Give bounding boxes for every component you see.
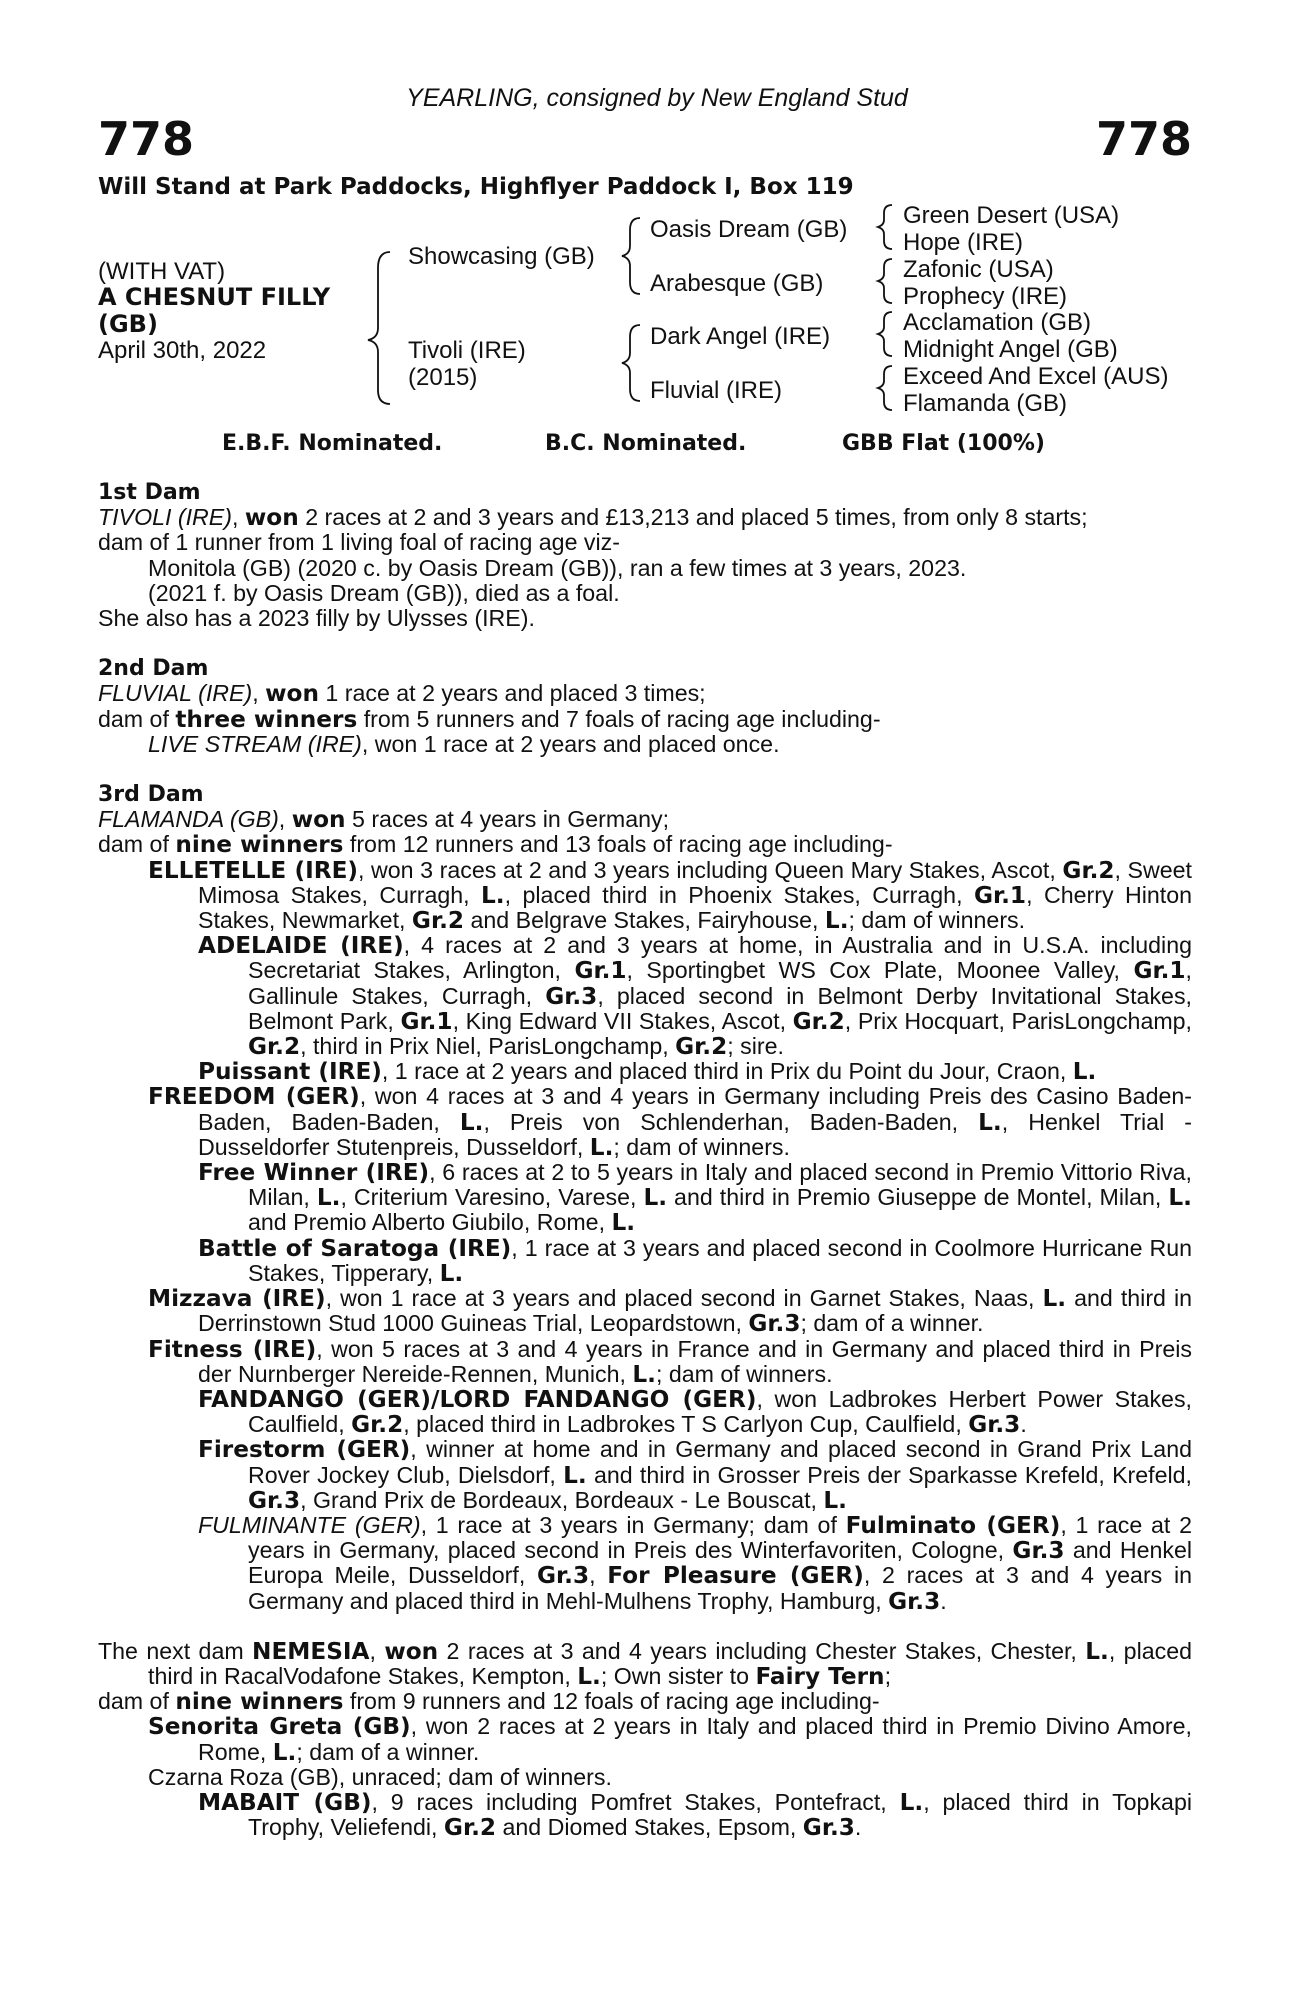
text-run: 2 races at 3 and 4 years including Chester Stakes, Chester, xyxy=(438,1637,1086,1664)
horse-name: A CHESNUT FILLY xyxy=(98,283,331,311)
vat-label: (WITH VAT) xyxy=(98,258,226,285)
progeny-mabait xyxy=(98,1790,1192,1840)
horse-origin: (GB) xyxy=(98,310,158,338)
text-run: , Criterium Varesino, Varese, xyxy=(340,1184,644,1211)
first-dam-heading: 1st Dam xyxy=(98,480,201,505)
text-run: , won 1 race at 2 years and placed once. xyxy=(361,730,780,757)
text-run: ; xyxy=(884,1662,892,1689)
grade-label: Gr.3 xyxy=(802,1814,855,1842)
text-run: . xyxy=(940,1587,947,1614)
text-run: , placed second in Belmont Derby Invitational Stakes, Belmont Park, xyxy=(248,982,1192,1034)
first-dam-line-4: (2021 f. by Oasis Dream (GB)), died as a foal. xyxy=(148,579,620,606)
text-run: dam of xyxy=(98,831,176,858)
progeny-name: FULMINANTE (GER) xyxy=(198,1511,421,1538)
grade-label: Gr.2 xyxy=(443,1814,497,1842)
brace-g3 xyxy=(878,312,892,356)
text-run: ; dam of winners. xyxy=(655,1360,833,1387)
text-run: , winner at home and in Germany and placed second in Grand Prix Land Rover Jockey Club, Dielsdorf, xyxy=(248,1436,1192,1488)
progeny-czarna-roza: Czarna Roza (GB), unraced; dam of winners. xyxy=(148,1763,612,1790)
text-run: , 6 races at 2 to 5 years in Italy and placed second in Premio Vittorio Riva, Milan, xyxy=(248,1159,1193,1211)
pedigree-great-8: Flamanda (GB) xyxy=(903,390,1068,417)
grade-label: L. xyxy=(1168,1184,1192,1212)
consignor-subtitle: YEARLING, consigned by New England Stud xyxy=(406,84,908,112)
text-run: from 9 runners and 12 foals of racing age including- xyxy=(343,1688,880,1715)
text-run: , placed third in Phoenix Stakes, Curragh, xyxy=(504,881,974,908)
first-dam-line-3: Monitola (GB) (2020 c. by Oasis Dream (GB)), ran a few times at 3 years, 2023. xyxy=(148,554,967,581)
text-run: from 5 runners and 7 foals of racing age including- xyxy=(357,705,881,732)
progeny-freedom xyxy=(98,1084,1192,1160)
text-run: , won 1 race at 3 years and placed second in Garnet Stakes, Naas, xyxy=(325,1285,1043,1312)
won-label: won xyxy=(291,806,346,834)
text-run: and third in Premio Giuseppe de Montel, Milan, xyxy=(667,1184,1169,1211)
third-dam-line-1: FLAMANDA (GB), won 5 races at 4 years in Germany; xyxy=(98,806,670,834)
text-run: . xyxy=(1020,1411,1027,1438)
catalogue-text xyxy=(98,480,1192,1840)
text-run: from 12 runners and 13 foals of racing age including- xyxy=(343,831,893,858)
brace-main xyxy=(368,252,390,404)
progeny-puissant xyxy=(98,1059,1192,1084)
grade-label: L. xyxy=(1085,1637,1109,1665)
pedigree-granddam-1: Arabesque (GB) xyxy=(650,270,824,297)
text-run: and Henkel Europa Meile, Dusseldorf, xyxy=(248,1537,1193,1589)
text-run: ; dam of winners. xyxy=(613,1133,790,1160)
ebf-nomination: E.B.F. Nominated. xyxy=(222,431,443,456)
progeny-senorita-greta xyxy=(98,1714,1192,1764)
winner-count: three winners xyxy=(175,705,358,733)
pedigree-dam-year: (2015) xyxy=(408,364,478,391)
brace-dam xyxy=(622,325,640,401)
won-label: won xyxy=(244,504,299,532)
text-run: The next dam xyxy=(98,1637,253,1664)
won-label: won xyxy=(265,680,319,708)
progeny-name: Free Winner (IRE) xyxy=(198,1159,430,1187)
progeny-free-winner xyxy=(98,1160,1192,1236)
grade-label: Gr.2 xyxy=(351,1411,404,1439)
brace-g2 xyxy=(878,259,892,303)
second-dam-line-1: FLUVIAL (IRE), won 1 race at 2 years and placed 3 times; xyxy=(98,680,706,708)
second-dam-name: FLUVIAL (IRE) xyxy=(98,680,253,707)
text-run: dam of xyxy=(98,1688,176,1715)
grade-label: Gr.3 xyxy=(748,1310,801,1338)
stand-location: Will Stand at Park Paddocks, Highflyer Paddock I, Box 119 xyxy=(98,174,854,200)
grade-label: L. xyxy=(978,1108,1002,1136)
text-run: , Sweet Mimosa Stakes, Curragh, xyxy=(198,856,1192,908)
grade-label: Gr.3 xyxy=(545,982,598,1010)
first-dam-line-2: dam of 1 runner from 1 living foal of racing age viz- xyxy=(98,529,620,556)
winner-count: nine winners xyxy=(175,1688,344,1716)
grade-label: L. xyxy=(611,1209,636,1237)
text-run: and Premio Alberto Giubilo, Rome, xyxy=(248,1209,612,1236)
progeny-name: MABAIT (GB) xyxy=(198,1788,372,1816)
text-run: , xyxy=(369,1637,385,1664)
grade-label: L. xyxy=(632,1360,656,1388)
pedigree-dam: Tivoli (IRE) xyxy=(408,337,526,364)
text-run: , 2 races at 3 and 4 years in Germany and placed third in Mehl-Mulhens Trophy, Hamburg, xyxy=(248,1562,1192,1614)
text-run: , Cherry Hinton Stakes, Newmarket, xyxy=(198,881,1192,934)
grade-label: L. xyxy=(589,1133,614,1161)
grade-label: L. xyxy=(459,1108,484,1136)
grade-label: Gr.3 xyxy=(536,1562,590,1590)
progeny-firestorm xyxy=(98,1437,1192,1513)
text-run: , King Edward VII Stakes, Ascot, xyxy=(452,1007,793,1034)
progeny-name: For Pleasure (GER) xyxy=(607,1562,864,1590)
lot-number-right: 778 xyxy=(1095,112,1192,166)
text-run: , won Ladbrokes Herbert Power Stakes, Caulfield, xyxy=(248,1385,1192,1438)
gbb-nomination: GBB Flat (100%) xyxy=(842,431,1045,456)
text-run: , won 5 races at 3 and 4 years in France and in Germany and placed third in Preis der Nurnberger Nereide-Rennen, Munich, xyxy=(198,1335,1192,1387)
text-run: ; Own sister to xyxy=(600,1662,756,1689)
third-dam-name: FLAMANDA (GB) xyxy=(98,806,279,833)
progeny-name: Battle of Saratoga (IRE) xyxy=(198,1234,512,1262)
progeny-battle-of-saratoga xyxy=(98,1236,1192,1286)
text-run: and third in Grosser Preis der Sparkasse Krefeld, Krefeld, xyxy=(586,1461,1192,1488)
text-run: , Henkel Trial - Dusseldorfer Stutenpreis, Dusseldorf, xyxy=(198,1108,1192,1160)
progeny-name: Fitness (IRE) xyxy=(148,1335,317,1363)
text-run: . xyxy=(854,1814,862,1841)
grade-label: Gr.1 xyxy=(1133,957,1186,985)
third-dam-record: 5 races at 4 years in Germany; xyxy=(345,806,670,833)
text-run: , Grand Prix de Bordeaux, Bordeaux - Le Bouscat, xyxy=(300,1486,824,1513)
sister-name: Fairy Tern xyxy=(755,1662,885,1690)
grade-label: L. xyxy=(563,1461,587,1489)
text-run: , 1 race at 3 years in Germany; dam of xyxy=(420,1511,846,1538)
grade-label: L. xyxy=(316,1184,341,1212)
text-run: , Prix Hocquart, ParisLongchamp, xyxy=(844,1007,1192,1034)
grade-label: Gr.3 xyxy=(1012,1537,1065,1565)
progeny-mizzava xyxy=(98,1286,1192,1336)
next-dam-name: NEMESIA xyxy=(252,1637,370,1665)
second-dam-heading: 2nd Dam xyxy=(98,656,209,682)
grade-label: Gr.3 xyxy=(888,1587,941,1615)
progeny-name: FANDANGO (GER)/LORD FANDANGO (GER) xyxy=(198,1385,757,1413)
grade-label: L. xyxy=(1072,1058,1097,1086)
text-run: , 1 race at 2 years and placed third in Prix du Point du Jour, Craon, xyxy=(381,1058,1073,1085)
text-run: , won 2 races at 2 years in Italy and placed third in Premio Divino Amore, Rome, xyxy=(198,1713,1192,1765)
grade-label: L. xyxy=(272,1738,297,1766)
winner-count: nine winners xyxy=(175,831,344,859)
text-run: dam of xyxy=(98,705,176,732)
text-run: , won 3 races at 2 and 3 years including Queen Mary Stakes, Ascot, xyxy=(358,856,1063,883)
second-dam-line-2 xyxy=(98,707,1192,732)
pedigree-sire: Showcasing (GB) xyxy=(408,243,595,270)
text-run: , placed third in RacalVodafone Stakes, Kempton, xyxy=(148,1637,1193,1689)
first-dam-line-5: She also has a 2023 filly by Ulysses (IRE). xyxy=(98,605,535,632)
text-run: , 4 races at 2 and 3 years at home, in Australia and in U.S.A. including Secretariat Stakes, Arlington, xyxy=(248,932,1192,984)
brace-sire xyxy=(622,218,640,294)
text-run: , 9 races including Pomfret Stakes, Pontefract, xyxy=(371,1788,900,1815)
progeny-name: Fulminato (GER) xyxy=(845,1511,1061,1539)
grade-label: Gr.1 xyxy=(400,1007,453,1035)
pedigree-great-2: Hope (IRE) xyxy=(903,229,1024,256)
progeny-name: LIVE STREAM (IRE) xyxy=(148,730,362,757)
grade-label: L. xyxy=(577,1662,601,1690)
first-dam-record: 2 races at 2 and 3 years and £13,213 and placed 5 times, from only 8 starts; xyxy=(298,504,1088,531)
grade-label: L. xyxy=(439,1259,464,1287)
third-dam-line-2 xyxy=(98,832,1192,857)
pedigree-great-5: Acclamation (GB) xyxy=(903,309,1092,336)
text-run: , placed third in Topkapi Trophy, Veliefendi, xyxy=(248,1788,1192,1841)
next-dam-line-1 xyxy=(98,1639,1192,1689)
text-run: , 1 race at 2 years in Germany, placed second in Preis des Winterfavoriten, Cologne, xyxy=(248,1511,1192,1564)
pedigree-granddam-2: Fluvial (IRE) xyxy=(650,377,783,404)
grade-label: L. xyxy=(481,881,505,909)
text-run: , placed third in Ladbrokes T S Carlyon Cup, Caulfield, xyxy=(403,1411,969,1438)
grade-label: Gr.2 xyxy=(675,1033,728,1061)
progeny-name: Puissant (IRE) xyxy=(198,1058,382,1086)
text-run: ; dam of winners. xyxy=(848,907,1026,934)
grade-label: L. xyxy=(1042,1285,1067,1313)
progeny-fulminante xyxy=(98,1513,1192,1614)
text-run: , Preis von Schlenderhan, Baden-Baden, xyxy=(483,1108,979,1135)
grade-label: L. xyxy=(824,907,849,935)
second-dam-line-3 xyxy=(98,732,1192,757)
grade-label: Gr.3 xyxy=(968,1411,1021,1439)
grade-label: Gr.1 xyxy=(973,881,1027,909)
text-run: , 1 race at 3 years and placed second in Coolmore Hurricane Run Stakes, Tipperary, xyxy=(248,1234,1192,1286)
text-run: and Belgrave Stakes, Fairyhouse, xyxy=(464,907,825,934)
text-run: , third in Prix Niel, ParisLongchamp, xyxy=(300,1033,676,1060)
pedigree-great-7: Exceed And Excel (AUS) xyxy=(903,363,1169,390)
grade-label: Gr.2 xyxy=(1062,856,1115,884)
text-run: ; sire. xyxy=(727,1033,784,1060)
progeny-name: Firestorm (GER) xyxy=(198,1436,411,1464)
won-label: won xyxy=(384,1637,439,1665)
progeny-name: FREEDOM (GER) xyxy=(148,1083,360,1111)
grade-label: Gr.1 xyxy=(574,957,627,985)
grade-label: L. xyxy=(643,1184,668,1212)
pedigree-grandsire-1: Oasis Dream (GB) xyxy=(650,216,848,243)
text-run: ; dam of a winner. xyxy=(296,1738,480,1765)
progeny-adelaide xyxy=(98,933,1192,1059)
brace-g1 xyxy=(878,205,892,249)
second-dam-record: 1 race at 2 years and placed 3 times; xyxy=(318,680,706,707)
next-dam-line-2 xyxy=(98,1689,1192,1714)
progeny-name: ADELAIDE (IRE) xyxy=(198,932,404,960)
lot-number-left: 778 xyxy=(98,112,195,166)
grade-label: Gr.2 xyxy=(411,907,465,935)
pedigree-great-1: Green Desert (USA) xyxy=(903,202,1120,229)
grade-label: Gr.3 xyxy=(248,1486,301,1514)
text-run: , xyxy=(589,1562,608,1589)
text-run: and third in Derrinstown Stud 1000 Guineas Trial, Leopardstown, xyxy=(198,1285,1193,1337)
pedigree-grandsire-2: Dark Angel (IRE) xyxy=(650,323,831,350)
grade-label: Gr.2 xyxy=(792,1007,845,1035)
first-dam-name: TIVOLI (IRE) xyxy=(98,504,232,531)
text-run: ; dam of a winner. xyxy=(800,1310,984,1337)
pedigree-great-4: Prophecy (IRE) xyxy=(903,283,1068,310)
text-run: and Diomed Stakes, Epsom, xyxy=(496,1814,803,1841)
progeny-fitness xyxy=(98,1337,1192,1387)
first-dam-line-1: TIVOLI (IRE), won 2 races at 2 and 3 years and £13,213 and placed 5 times, from only 8 starts; xyxy=(98,504,1088,532)
pedigree-braces xyxy=(0,0,1314,430)
progeny-fandango xyxy=(98,1387,1192,1437)
pedigree-great-6: Midnight Angel (GB) xyxy=(903,336,1118,363)
text-run: , Sportingbet WS Cox Plate, Moonee Valley, xyxy=(626,957,1134,984)
pedigree-great-3: Zafonic (USA) xyxy=(903,256,1054,283)
progeny-name: ELLETELLE (IRE) xyxy=(148,856,359,884)
grade-label: Gr.2 xyxy=(248,1033,301,1061)
horse-dob: April 30th, 2022 xyxy=(98,337,267,364)
grade-label: L. xyxy=(823,1486,847,1514)
progeny-elletelle xyxy=(98,858,1192,934)
progeny-name: Mizzava (IRE) xyxy=(148,1285,326,1313)
brace-g4 xyxy=(878,366,892,410)
text-run: , won 4 races at 3 and 4 years in Germany including Preis des Casino Baden-Baden, Baden-Baden, xyxy=(198,1083,1192,1135)
grade-label: L. xyxy=(899,1788,924,1816)
third-dam-heading: 3rd Dam xyxy=(98,782,204,808)
bc-nomination: B.C. Nominated. xyxy=(545,431,747,456)
progeny-name: Senorita Greta (GB) xyxy=(148,1713,411,1741)
text-run: , Gallinule Stakes, Curragh, xyxy=(248,957,1192,1009)
